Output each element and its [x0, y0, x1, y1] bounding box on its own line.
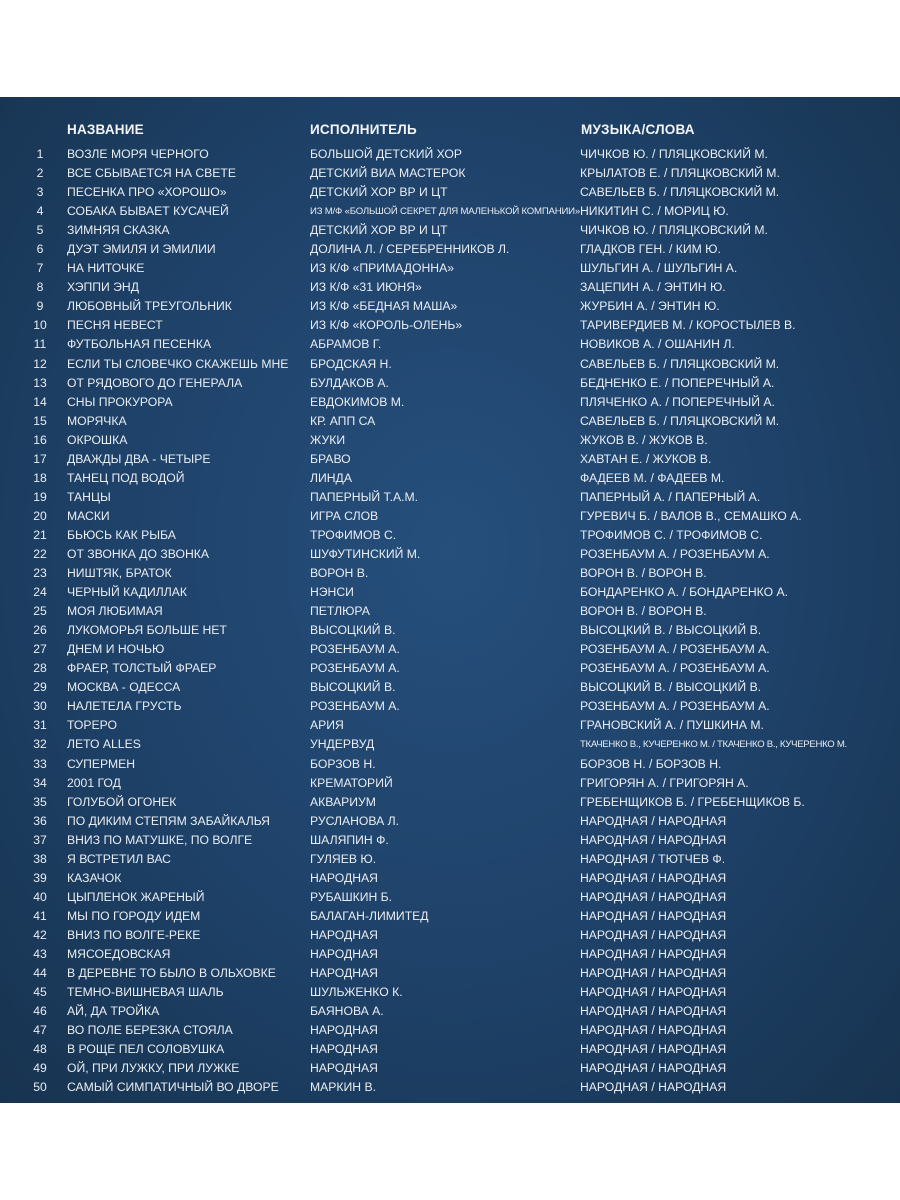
track-artist: ВЫСОЦКИЙ В. [310, 680, 396, 695]
track-number: 27 [33, 642, 47, 657]
track-artist: НАРОДНАЯ [310, 966, 378, 981]
track-row [0, 964, 900, 983]
track-number: 43 [33, 946, 47, 961]
track-number: 10 [33, 318, 47, 333]
track-row [0, 793, 900, 812]
track-number: 11 [33, 337, 47, 352]
track-row [0, 678, 900, 697]
track-number: 24 [33, 585, 47, 600]
track-title: НА НИТОЧКЕ [67, 261, 145, 276]
track-credits: ТКАЧЕНКО В., КУЧЕРЕНКО М. / ТКАЧЕНКО В., КУЧЕРЕНКО М. [580, 739, 847, 751]
track-title: ВНИЗ ПО ВОЛГЕ-РЕКЕ [67, 927, 201, 942]
track-row [0, 469, 900, 488]
track-artist: ЛИНДА [310, 470, 352, 485]
track-credits: НАРОДНАЯ / НАРОДНАЯ [580, 832, 727, 847]
track-artist: БРОДСКАЯ Н. [310, 356, 392, 371]
track-row [0, 774, 900, 793]
track-artist: ИЗ К/Ф «ПРИМАДОННА» [310, 261, 455, 276]
track-title: ЕСЛИ ТЫ СЛОВЕЧКО СКАЖЕШЬ МНЕ [67, 356, 289, 371]
track-number: 21 [33, 527, 47, 542]
track-credits: ХАВТАН Е. / ЖУКОВ В. [580, 451, 712, 466]
track-artist: НАРОДНАЯ [310, 946, 378, 961]
track-credits: НАРОДНАЯ / НАРОДНАЯ [580, 985, 727, 1000]
track-artist: АКВАРИУМ [310, 794, 376, 809]
track-row [0, 583, 900, 602]
track-artist: НАРОДНАЯ [310, 1042, 378, 1057]
track-number: 38 [33, 851, 47, 866]
track-credits: ТАРИВЕРДИЕВ М. / КОРОСТЫЛЕВ В. [580, 318, 796, 333]
track-title: ФРАЕР, ТОЛСТЫЙ ФРАЕР [67, 661, 217, 676]
track-credits: САВЕЛЬЕВ Б. / ПЛЯЦКОВСКИЙ М. [580, 356, 780, 371]
track-title: ТОРЕРО [67, 718, 117, 733]
track-row [0, 183, 900, 202]
track-artist: КР. АПП СА [310, 413, 376, 428]
header-artist: ИСПОЛНИТЕЛЬ [310, 122, 417, 137]
track-artist: РОЗЕНБАУМ А. [310, 642, 400, 657]
track-credits: НИКИТИН С. / МОРИЦ Ю. [580, 204, 729, 219]
track-number: 39 [33, 870, 47, 885]
track-credits: КРЫЛАТОВ Е. / ПЛЯЦКОВСКИЙ М. [580, 166, 780, 181]
track-row [0, 278, 900, 297]
track-row [0, 1078, 900, 1097]
track-row [0, 1021, 900, 1040]
track-title: ГОЛУБОЙ ОГОНЕК [67, 794, 177, 809]
track-row [0, 926, 900, 945]
track-number: 41 [33, 908, 47, 923]
track-credits: ГУРЕВИЧ Б. / ВАЛОВ В., СЕМАШКО А. [580, 508, 802, 523]
track-number: 4 [36, 204, 44, 219]
track-number: 46 [33, 1004, 47, 1019]
track-title: ФУТБОЛЬНАЯ ПЕСЕНКА [67, 337, 212, 352]
track-number: 40 [33, 889, 47, 904]
track-artist: РУБАШКИН Б. [310, 889, 393, 904]
track-artist: ИГРА СЛОВ [310, 508, 379, 523]
track-title: ТАНЕЦ ПОД ВОДОЙ [67, 470, 185, 485]
track-row [0, 983, 900, 1002]
track-number: 31 [33, 718, 47, 733]
track-number: 50 [33, 1080, 47, 1095]
track-row [0, 621, 900, 640]
track-number: 28 [33, 661, 47, 676]
track-artist: ИЗ К/Ф «БЕДНАЯ МАША» [310, 299, 458, 314]
track-artist: БАЛАГАН-ЛИМИТЕД [310, 908, 429, 923]
track-artist: ДЕТСКИЙ ХОР ВР И ЦТ [310, 185, 448, 200]
track-row [0, 697, 900, 716]
track-artist: ИЗ М/Ф «БОЛЬШОЙ СЕКРЕТ ДЛЯ МАЛЕНЬКОЙ КОМПАНИИ» [310, 206, 580, 218]
track-title: ВО ПОЛЕ БЕРЕЗКА СТОЯЛА [67, 1023, 233, 1038]
track-number: 48 [33, 1042, 47, 1057]
track-row [0, 735, 900, 754]
track-artist: НАРОДНАЯ [310, 927, 378, 942]
track-row [0, 1002, 900, 1021]
track-title: БЬЮСЬ КАК РЫБА [67, 527, 176, 542]
track-artist: ЕВДОКИМОВ М. [310, 394, 405, 409]
track-artist: БУЛДАКОВ А. [310, 375, 389, 390]
track-title: СОБАКА БЫВАЕТ КУСАЧЕЙ [67, 204, 229, 219]
track-credits: ВЫСОЦКИЙ В. / ВЫСОЦКИЙ В. [580, 623, 762, 638]
track-row [0, 374, 900, 393]
track-row [0, 755, 900, 774]
track-credits: ВОРОН В. / ВОРОН В. [580, 566, 707, 581]
track-title: ДВАЖДЫ ДВА - ЧЕТЫРЕ [67, 451, 211, 466]
track-credits: ГРАНОВСКИЙ А. / ПУШКИНА М. [580, 718, 764, 733]
track-number: 25 [33, 604, 47, 619]
track-artist: ЖУКИ [310, 432, 346, 447]
track-credits: ГЛАДКОВ ГЕН. / КИМ Ю. [580, 242, 721, 257]
track-artist: КРЕМАТОРИЙ [310, 775, 393, 790]
track-artist: ПАПЕРНЫЙ Т.А.М. [310, 489, 419, 504]
track-number: 26 [33, 623, 47, 638]
track-row [0, 869, 900, 888]
track-title: ПО ДИКИМ СТЕПЯМ ЗАБАЙКАЛЬЯ [67, 813, 270, 828]
track-number: 15 [33, 413, 47, 428]
track-row [0, 850, 900, 869]
track-credits: ЖУКОВ В. / ЖУКОВ В. [580, 432, 708, 447]
track-row [0, 545, 900, 564]
track-credits: НАРОДНАЯ / НАРОДНАЯ [580, 870, 727, 885]
track-number: 42 [33, 927, 47, 942]
track-title: ЛЕТО ALLES [67, 737, 141, 752]
track-credits: НАРОДНАЯ / НАРОДНАЯ [580, 1023, 727, 1038]
track-title: В ДЕРЕВНЕ ТО БЫЛО В ОЛЬХОВКЕ [67, 966, 276, 981]
track-credits: РОЗЕНБАУМ А. / РОЗЕНБАУМ А. [580, 661, 770, 676]
track-title: НАЛЕТЕЛА ГРУСТЬ [67, 699, 182, 714]
track-number: 1 [36, 147, 44, 161]
track-row [0, 1059, 900, 1078]
track-number: 16 [33, 432, 47, 447]
track-title: ЦЫПЛЕНОК ЖАРЕНЫЙ [67, 889, 205, 904]
track-credits: НАРОДНАЯ / НАРОДНАЯ [580, 1061, 727, 1076]
track-row [0, 164, 900, 183]
track-title: ДУЭТ ЭМИЛЯ И ЭМИЛИИ [67, 242, 216, 257]
track-number: 23 [33, 566, 47, 581]
track-credits: НОВИКОВ А. / ОШАНИН Л. [580, 337, 735, 352]
track-artist: НАРОДНАЯ [310, 870, 378, 885]
track-row [0, 488, 900, 507]
header-credits: МУЗЫКА/СЛОВА [581, 122, 695, 137]
track-artist: ИЗ К/Ф «31 ИЮНЯ» [310, 280, 422, 295]
track-title: В РОЩЕ ПЕЛ СОЛОВУШКА [67, 1042, 225, 1057]
track-row [0, 526, 900, 545]
track-credits: ТРОФИМОВ С. / ТРОФИМОВ С. [580, 527, 763, 542]
track-credits: БОНДАРЕНКО А. / БОНДАРЕНКО А. [580, 585, 789, 600]
track-number: 8 [36, 280, 44, 295]
track-title: ЗИМНЯЯ СКАЗКА [67, 223, 170, 238]
track-title: 2001 ГОД [67, 775, 121, 790]
track-row [0, 297, 900, 316]
track-credits: САВЕЛЬЕВ Б. / ПЛЯЦКОВСКИЙ М. [580, 413, 780, 428]
track-row [0, 888, 900, 907]
track-row [0, 812, 900, 831]
track-title: ЧЕРНЫЙ КАДИЛЛАК [67, 585, 187, 600]
track-row [0, 907, 900, 926]
track-number: 13 [33, 375, 47, 390]
track-number: 37 [33, 832, 47, 847]
track-credits: ПАПЕРНЫЙ А. / ПАПЕРНЫЙ А. [580, 489, 761, 504]
track-row [0, 1040, 900, 1059]
track-row [0, 240, 900, 259]
track-artist: ПЕТЛЮРА [310, 604, 370, 619]
track-artist: ТРОФИМОВ С. [310, 527, 397, 542]
track-title: ОТ ЗВОНКА ДО ЗВОНКА [67, 546, 210, 561]
track-number: 17 [33, 451, 47, 466]
track-artist: ШУФУТИНСКИЙ М. [310, 546, 421, 561]
track-credits: РОЗЕНБАУМ А. / РОЗЕНБАУМ А. [580, 699, 770, 714]
track-credits: НАРОДНАЯ / НАРОДНАЯ [580, 946, 727, 961]
track-number: 20 [33, 508, 47, 523]
track-title: ТЕМНО-ВИШНЕВАЯ ШАЛЬ [67, 985, 224, 1000]
track-number: 19 [33, 489, 47, 504]
track-artist: НАРОДНАЯ [310, 1061, 378, 1076]
track-artist: МАРКИН В. [310, 1080, 376, 1095]
track-artist: РУСЛАНОВА Л. [310, 813, 400, 828]
track-row [0, 221, 900, 240]
track-credits: БОРЗОВ Н. / БОРЗОВ Н. [580, 756, 722, 771]
track-number: 34 [33, 775, 47, 790]
track-title: ПЕСЕНКА ПРО «ХОРОШО» [67, 185, 227, 200]
track-title: АЙ, ДА ТРОЙКА [67, 1004, 160, 1019]
track-row [0, 316, 900, 335]
track-number: 2 [36, 166, 44, 181]
tracklist-panel [0, 97, 900, 1103]
track-row [0, 431, 900, 450]
header-title: НАЗВАНИЕ [67, 122, 144, 137]
track-artist: ГУЛЯЕВ Ю. [310, 851, 377, 866]
track-credits: НАРОДНАЯ / НАРОДНАЯ [580, 1080, 727, 1095]
track-title: СУПЕРМЕН [67, 756, 136, 771]
track-number: 33 [33, 756, 47, 771]
track-credits: НАРОДНАЯ / НАРОДНАЯ [580, 813, 727, 828]
track-number: 22 [33, 546, 47, 561]
track-number: 49 [33, 1061, 47, 1076]
track-row [0, 450, 900, 469]
track-row [0, 640, 900, 659]
track-row [0, 564, 900, 583]
track-row [0, 602, 900, 621]
track-artist: ДЕТСКИЙ ВИА МАСТЕРОК [310, 166, 466, 181]
track-row [0, 659, 900, 678]
track-title: ЛЮБОВНЫЙ ТРЕУГОЛЬНИК [67, 299, 232, 314]
track-credits: ФАДЕЕВ М. / ФАДЕЕВ М. [580, 470, 725, 485]
track-row [0, 202, 900, 221]
track-number: 32 [33, 737, 47, 752]
track-credits: НАРОДНАЯ / НАРОДНАЯ [580, 908, 727, 923]
track-row [0, 335, 900, 354]
track-title: ХЭППИ ЭНД [67, 280, 139, 295]
track-artist: ШУЛЬЖЕНКО К. [310, 985, 403, 1000]
track-title: ТАНЦЫ [67, 489, 111, 504]
track-artist: БРАВО [310, 451, 351, 466]
track-credits: ЖУРБИН А. / ЭНТИН Ю. [580, 299, 720, 314]
track-row [0, 145, 900, 164]
track-credits: НАРОДНАЯ / НАРОДНАЯ [580, 1004, 727, 1019]
track-row [0, 393, 900, 412]
track-artist: УНДЕРВУД [310, 737, 375, 752]
track-number: 18 [33, 470, 47, 485]
track-number: 35 [33, 794, 47, 809]
track-credits: НАРОДНАЯ / НАРОДНАЯ [580, 966, 727, 981]
track-title: ОТ РЯДОВОГО ДО ГЕНЕРАЛА [67, 375, 243, 390]
track-title: МАСКИ [67, 508, 110, 523]
track-credits: ГРИГОРЯН А. / ГРИГОРЯН А. [580, 775, 749, 790]
track-number: 30 [33, 699, 47, 714]
track-credits: ЧИЧКОВ Ю. / ПЛЯЦКОВСКИЙ М. [580, 147, 768, 161]
track-artist: БАЯНОВА А. [310, 1004, 384, 1019]
track-credits: ВЫСОЦКИЙ В. / ВЫСОЦКИЙ В. [580, 680, 762, 695]
track-artist: РОЗЕНБАУМ А. [310, 661, 400, 676]
track-number: 47 [33, 1023, 47, 1038]
track-row [0, 355, 900, 374]
track-credits: ПЛЯЧЕНКО А. / ПОПЕРЕЧНЫЙ А. [580, 394, 775, 409]
track-title: ОЙ, ПРИ ЛУЖКУ, ПРИ ЛУЖКЕ [67, 1061, 240, 1076]
track-number: 29 [33, 680, 47, 695]
track-row [0, 507, 900, 526]
track-title: ВОЗЛЕ МОРЯ ЧЕРНОГО [67, 147, 209, 161]
track-title: Я ВСТРЕТИЛ ВАС [67, 851, 171, 866]
track-number: 36 [33, 813, 47, 828]
track-credits: ГРЕБЕНЩИКОВ Б. / ГРЕБЕНЩИКОВ Б. [580, 794, 805, 809]
track-number: 9 [36, 299, 44, 314]
track-artist: ДОЛИНА Л. / СЕРЕБРЕННИКОВ Л. [310, 242, 510, 257]
track-artist: НЭНСИ [310, 585, 354, 600]
track-artist: ВЫСОЦКИЙ В. [310, 623, 396, 638]
track-credits: САВЕЛЬЕВ Б. / ПЛЯЦКОВСКИЙ М. [580, 185, 780, 200]
track-number: 14 [33, 394, 47, 409]
track-number: 3 [36, 185, 44, 200]
track-list [0, 145, 900, 1097]
track-title: СНЫ ПРОКУРОРА [67, 394, 173, 409]
track-row [0, 945, 900, 964]
track-artist: ШАЛЯПИН Ф. [310, 832, 389, 847]
track-title: ОКРОШКА [67, 432, 128, 447]
track-credits: ШУЛЬГИН А. / ШУЛЬГИН А. [580, 261, 738, 276]
track-credits: РОЗЕНБАУМ А. / РОЗЕНБАУМ А. [580, 642, 770, 657]
track-title: НИШТЯК, БРАТОК [67, 566, 172, 581]
track-title: ДНЕМ И НОЧЬЮ [67, 642, 165, 657]
track-artist: АБРАМОВ Г. [310, 337, 382, 352]
track-artist: АРИЯ [310, 718, 344, 733]
track-credits: БЕДНЕНКО Е. / ПОПЕРЕЧНЫЙ А. [580, 375, 775, 390]
track-artist: БОЛЬШОЙ ДЕТСКИЙ ХОР [310, 147, 462, 161]
track-title: ВНИЗ ПО МАТУШКЕ, ПО ВОЛГЕ [67, 832, 253, 847]
track-title: МЯСОЕДОВСКАЯ [67, 946, 171, 961]
track-artist: НАРОДНАЯ [310, 1023, 378, 1038]
track-number: 12 [33, 356, 47, 371]
track-row [0, 412, 900, 431]
track-credits: РОЗЕНБАУМ А. / РОЗЕНБАУМ А. [580, 546, 770, 561]
column-headers [0, 122, 900, 142]
track-artist: ДЕТСКИЙ ХОР ВР И ЦТ [310, 223, 448, 238]
track-row [0, 831, 900, 850]
track-artist: ВОРОН В. [310, 566, 369, 581]
track-row [0, 259, 900, 278]
track-number: 44 [33, 966, 47, 981]
track-artist: БОРЗОВ Н. [310, 756, 376, 771]
track-row [0, 716, 900, 735]
track-artist: РОЗЕНБАУМ А. [310, 699, 400, 714]
track-credits: НАРОДНАЯ / ТЮТЧЕВ Ф. [580, 851, 726, 866]
track-credits: ВОРОН В. / ВОРОН В. [580, 604, 707, 619]
track-title: ПЕСНЯ НЕВЕСТ [67, 318, 163, 333]
track-number: 7 [36, 261, 44, 276]
track-credits: НАРОДНАЯ / НАРОДНАЯ [580, 889, 727, 904]
track-number: 45 [33, 985, 47, 1000]
track-artist: ИЗ К/Ф «КОРОЛЬ-ОЛЕНЬ» [310, 318, 463, 333]
track-credits: ЧИЧКОВ Ю. / ПЛЯЦКОВСКИЙ М. [580, 223, 768, 238]
track-title: МОРЯЧКА [67, 413, 127, 428]
track-title: ЛУКОМОРЬЯ БОЛЬШЕ НЕТ [67, 623, 227, 638]
track-title: КАЗАЧОК [67, 870, 122, 885]
track-number: 5 [36, 223, 44, 238]
track-credits: НАРОДНАЯ / НАРОДНАЯ [580, 1042, 727, 1057]
track-number: 6 [36, 242, 44, 257]
track-title: МОСКВА - ОДЕССА [67, 680, 181, 695]
track-title: ВСЕ СБЫВАЕТСЯ НА СВЕТЕ [67, 166, 236, 181]
track-credits: НАРОДНАЯ / НАРОДНАЯ [580, 927, 727, 942]
track-title: МЫ ПО ГОРОДУ ИДЕМ [67, 908, 201, 923]
track-title: МОЯ ЛЮБИМАЯ [67, 604, 163, 619]
track-title: САМЫЙ СИМПАТИЧНЫЙ ВО ДВОРЕ [67, 1080, 279, 1095]
track-credits: ЗАЦЕПИН А. / ЭНТИН Ю. [580, 280, 726, 295]
